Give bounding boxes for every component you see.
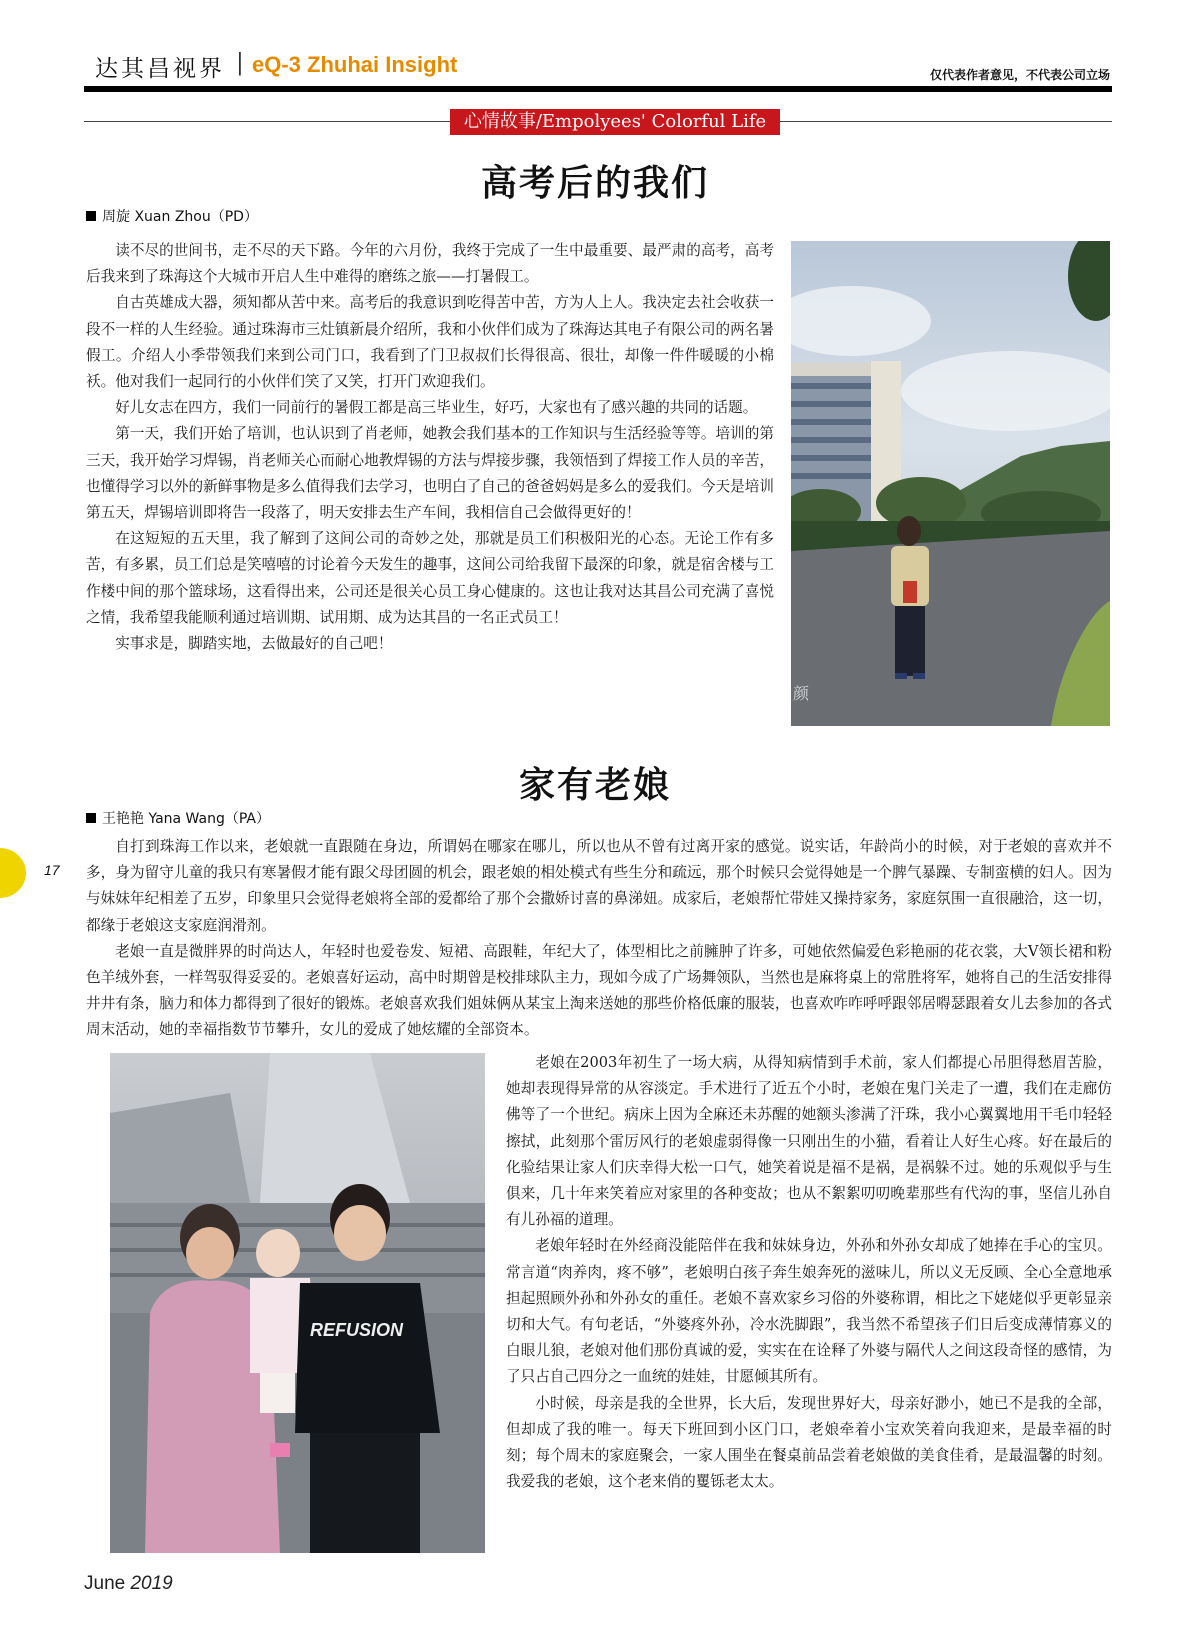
article1-byline — [86, 206, 258, 226]
byline-square-icon — [86, 211, 96, 221]
photo-watermark: 颜 — [793, 684, 810, 703]
photo-family — [110, 1053, 485, 1553]
paragraph: 实事求是，脚踏实地，去做最好的自己吧！ — [115, 635, 393, 653]
family-scene — [110, 1053, 485, 1553]
page-number: 17 — [44, 862, 60, 878]
page-marker-dot — [0, 848, 26, 898]
article2-author: 王艳艳 Yana Wang（PA） — [102, 811, 270, 827]
paragraph: 第一天，我们开始了培训，也认识到了肖老师，她教会我们基本的工作知识与生活经验等等。培训的第三天，我开始学习焊锡，肖老师关心而耐心地教焊锡的方法与焊接步骤，我领悟到了焊接工作人员的辛苦，也懂得学习以外的新鲜事物是多么值得我们去学习，也明白了自己的爸爸妈妈是多么的爱我们。今天是培训第五天，焊锡培训即将告一段落了，明天安排去生产车间，我相信自己会做得更好的！ — [86, 425, 774, 522]
issue-year: 2019 — [130, 1573, 173, 1594]
paragraph: 在这短短的五天里，我了解到了这间公司的奇妙之处，那就是员工们积极阳光的心态。无论工作有多苦，有多累，员工们总是笑嘻嘻的讨论着今天发生的趣事，这间公司给我留下最深的印象，就是宿舍楼与工作楼中间的那个篮球场，这看得出来，公司还是很关心员工身心健康的。这也让我对达其昌公司充满了喜悦之情，我希望我能顺利通过培训期、试用期、成为达其昌的一名正式员工！ — [86, 530, 774, 626]
paragraph: 老娘在2003年初生了一场大病，从得知病情到手术前，家人们都提心吊胆得愁眉苦脸，她却表现得异常的从容淡定。手术进行了近五个小时，老娘在鬼门关走了一遭，我们在走廊仿佛等了一个世纪。病床上因为全麻还未苏醒的她额头渗满了汗珠，我小心翼翼地用干毛巾轻轻擦拭，此刻那个雷厉风行的老娘虚弱得像一只刚出生的小猫，看着让人好生心疼。好在最后的化验结果让家人们庆幸得大松一口气，她笑着说是福不是祸，是祸躲不过。她的乐观似乎与生俱来，几十年来笑着应对家里的各种变故；也从不絮絮叨叨晚辈那些有代沟的事，坚信儿孙自有儿孙福的道理。 — [506, 1054, 1112, 1229]
article2-title: 家有老娘 — [518, 764, 671, 806]
article2-body-column — [506, 1050, 1112, 1495]
paragraph: 老娘年轻时在外经商没能陪伴在我和妹妹身边，外孙和外孙女却成了她捧在手心的宝贝。常言道“肉养肉，疼不够”，老娘明白孩子奔生娘奔死的滋味儿，所以义无反顾、全心全意地承担起照顾外孙和外孙女的重任。老娘不喜欢家乡习俗的外婆称谓，相比之下姥姥似乎更彰显亲切和大气。有句老话，“外婆疼外孙，冷水洗脚跟”，我当然不希望孩子们日后变成薄情寡义的白眼儿狼，老娘对他们那份真诚的爱，实实在在诠释了外婆与隔代人之间这段奇怪的感情，为了只占自己四分之一血统的娃娃，甘愿倾其所有。 — [506, 1237, 1112, 1386]
disclaimer: 仅代表作者意见，不代表公司立场 — [929, 68, 1110, 82]
article2-byline — [86, 808, 270, 828]
header-rule — [84, 86, 1112, 92]
section-tag: 心情故事/Empolyees' Colorful Life — [450, 109, 780, 135]
paragraph: 小时候，母亲是我的全世界，长大后，发现世界好大，母亲好渺小，她已不是我的全部，但却成了我的唯一。每天下班回到小区门口，老娘牵着小宝欢笑着向我迎来，是最幸福的时刻；每个周末的家庭聚会，一家人围坐在餐桌前品尝着老娘做的美食佳肴，是最温馨的时刻。我爱我的老娘，这个老来俏的矍铄老太太。 — [506, 1394, 1112, 1491]
photo-student-campus — [791, 241, 1110, 726]
article2-body-full — [86, 834, 1112, 1044]
magazine-name-cn: 达其昌视界 — [95, 56, 225, 82]
article1-body — [86, 238, 774, 657]
paragraph: 老娘一直是微胖界的时尚达人，年轻时也爱卷发、短裙、高跟鞋，年纪大了，体型相比之前臃肿了许多，可她依然偏爱色彩艳丽的花衣裳，大V领长裙和粉色羊绒外套，一样驾驭得妥妥的。老娘喜好运动，高中时期曾是校排球队主力，现如今成了广场舞领队，当然也是麻将桌上的常胜将军，她将自己的生活安排得井井有条，脑力和体力都得到了很好的锻炼。老娘喜欢我们姐妹俩从某宝上淘来送她的那些价格低廉的服装，也喜欢咋咋呼呼跟邻居嘚瑟跟着女儿去参加的各式周末活动，她的幸福指数节节攀升，女儿的爱成了她炫耀的全部资本。 — [86, 942, 1112, 1039]
paragraph: 读不尽的世间书，走不尽的天下路。今年的六月份，我终于完成了一生中最重要、最严肃的高考，高考后我来到了珠海这个大城市开启人生中难得的磨练之旅——打暑假工。 — [86, 242, 774, 286]
paragraph: 好儿女志在四方，我们一同前行的暑假工都是高三毕业生，好巧，大家也有了感兴趣的共同的话题。 — [115, 399, 758, 417]
issue-month: June — [84, 1573, 126, 1594]
article1-author: 周旋 Xuan Zhou（PD） — [102, 209, 258, 225]
byline-square-icon — [86, 813, 96, 823]
campus-scene — [791, 241, 1110, 726]
magazine-name-en: eQ-3 Zhuhai Insight — [252, 52, 458, 77]
paragraph: 自古英雄成大器，须知都从苦中来。高考后的我意识到吃得苦中苦，方为人上人。我决定去社会收获一段不一样的人生经验。通过珠海市三灶镇新晨介绍所，我和小伙伴们成为了珠海达其电子有限公司的两名暑假工。介绍人小季带领我们来到公司门口，我看到了门卫叔叔们长得很高、很壮，却像一件件暖暖的小棉袄。他对我们一起同行的小伙伴们笑了又笑，打开门欢迎我们。 — [86, 294, 774, 391]
paragraph: 自打到珠海工作以来，老娘就一直跟随在身边，所谓妈在哪家在哪儿，所以也从不曾有过离开家的感觉。说实话，年龄尚小的时候，对于老娘的喜欢并不多，身为留守儿童的我只有寒暑假才能有跟父母团圆的机会，跟老娘的相处模式有些生分和疏远，那个时候只会觉得她是一个脾气暴躁、专制蛮横的妇人。因为与妹妹年纪相差了五岁，印象里只会觉得老娘将全部的爱都给了那个会撒娇讨喜的鼻涕妞。成家后，老娘帮忙带娃又操持家务，家庭氛围一直很融洽，这一切，都缘于老娘这支家庭润滑剂。 — [86, 838, 1112, 934]
article1-title: 高考后的我们 — [480, 162, 709, 204]
shirt-print: REFUSION — [310, 1320, 404, 1340]
issue-date — [84, 1573, 173, 1595]
header-separator: | — [236, 50, 244, 76]
